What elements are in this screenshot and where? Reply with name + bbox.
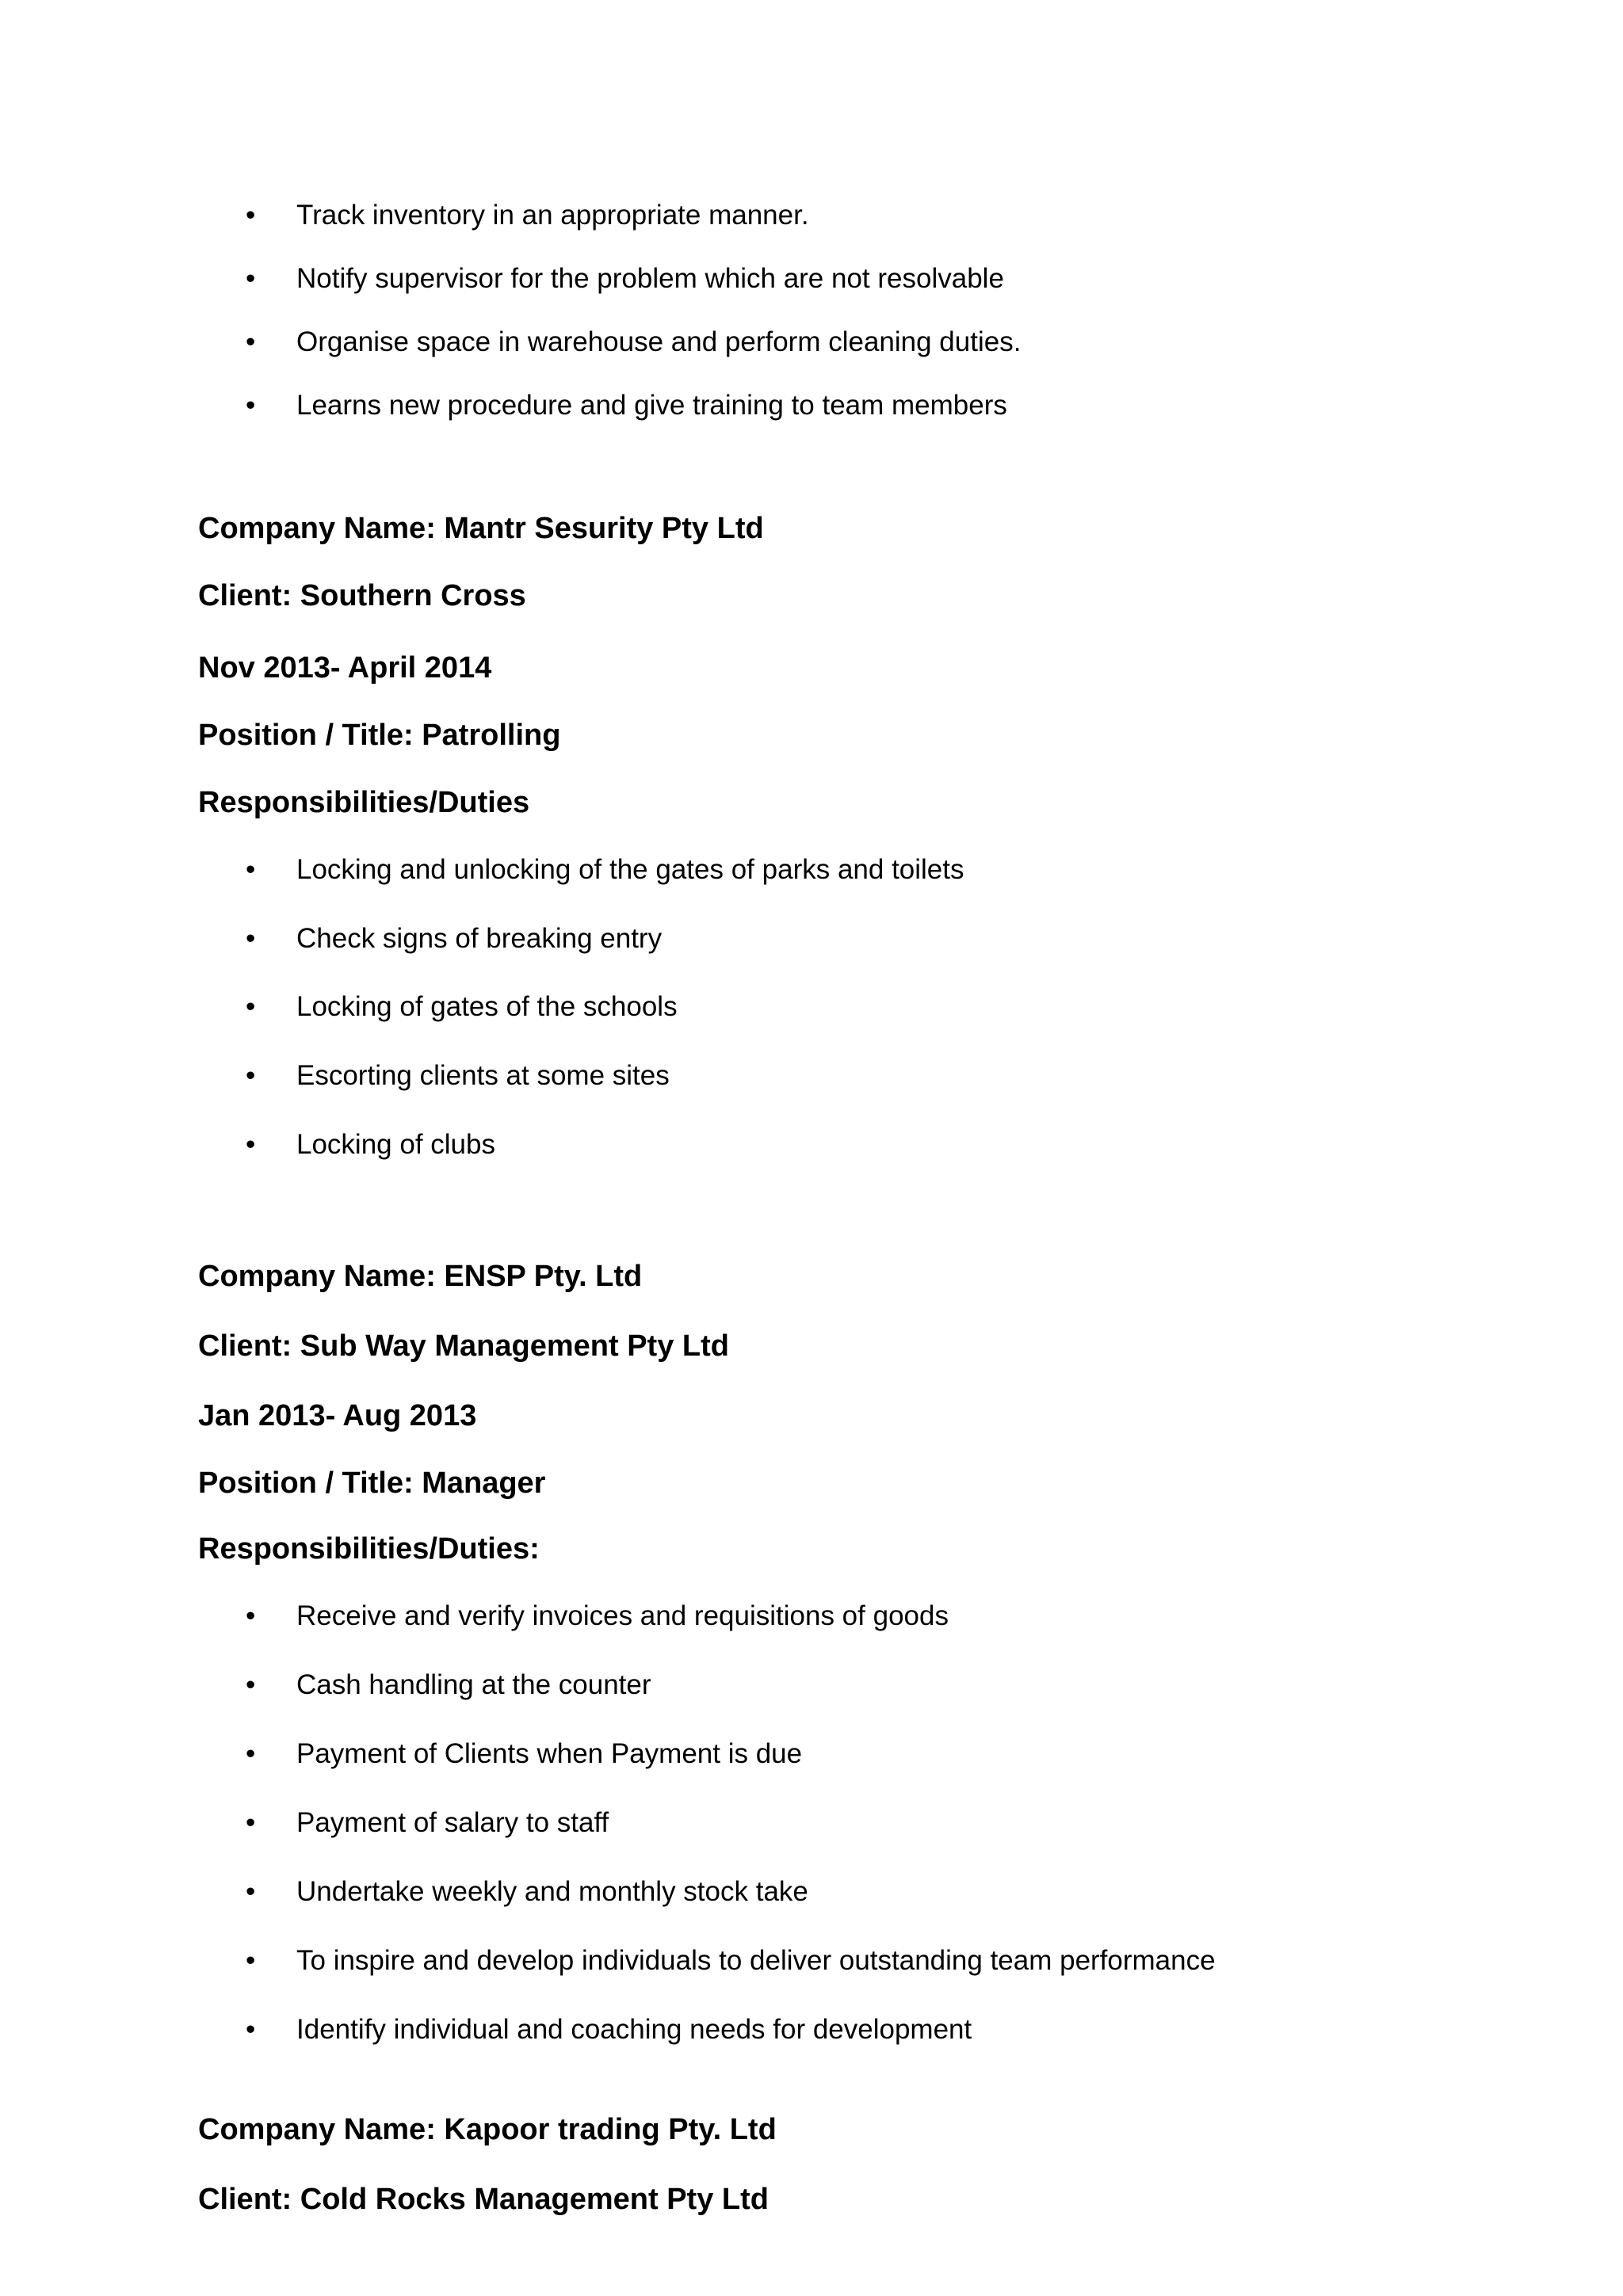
list-item-text: Payment of Clients when Payment is due bbox=[296, 1738, 803, 1769]
list-item-text: Organise space in warehouse and perform cleaning duties. bbox=[296, 326, 1022, 357]
client-heading: Client: Sub Way Management Pty Ltd bbox=[198, 1329, 729, 1363]
bullet-icon: • bbox=[246, 2014, 256, 2045]
list-item-text: Undertake weekly and monthly stock take bbox=[296, 1876, 808, 1907]
list-item-text: Locking of clubs bbox=[296, 1129, 495, 1160]
bullet-icon: • bbox=[246, 1129, 256, 1160]
client-heading: Client: Cold Rocks Management Pty Ltd bbox=[198, 2183, 769, 2216]
list-item-text: Locking and unlocking of the gates of parks and toilets bbox=[296, 854, 964, 885]
bullet-icon: • bbox=[246, 1669, 256, 1700]
list-item-text: Track inventory in an appropriate manner. bbox=[296, 200, 809, 231]
bullet-icon: • bbox=[246, 1876, 256, 1907]
list-item-text: Escorting clients at some sites bbox=[296, 1060, 670, 1091]
list-item-text: Payment of salary to staff bbox=[296, 1807, 609, 1838]
bullet-icon: • bbox=[246, 1807, 256, 1838]
bullet-icon: • bbox=[246, 263, 256, 294]
bullet-icon: • bbox=[246, 1600, 256, 1631]
list-item-text: Receive and verify invoices and requisitions of goods bbox=[296, 1600, 949, 1631]
bullet-icon: • bbox=[246, 200, 256, 231]
position-heading: Position / Title: Manager bbox=[198, 1466, 546, 1500]
duties-heading: Responsibilities/Duties bbox=[198, 786, 530, 819]
list-item-text: Notify supervisor for the problem which are not resolvable bbox=[296, 263, 1004, 294]
position-heading: Position / Title: Patrolling bbox=[198, 719, 561, 752]
client-heading: Client: Southern Cross bbox=[198, 579, 526, 612]
list-item-text: Learns new procedure and give training to team members bbox=[296, 390, 1007, 421]
company-name-heading: Company Name: Mantr Sesurity Pty Ltd bbox=[198, 512, 764, 545]
duties-heading: Responsibilities/Duties: bbox=[198, 1532, 540, 1566]
dates-heading: Jan 2013- Aug 2013 bbox=[198, 1399, 477, 1432]
bullet-icon: • bbox=[246, 1945, 256, 1976]
list-item-text: Cash handling at the counter bbox=[296, 1669, 651, 1700]
bullet-icon: • bbox=[246, 991, 256, 1022]
bullet-icon: • bbox=[246, 326, 256, 357]
bullet-icon: • bbox=[246, 923, 256, 954]
list-item-text: Identify individual and coaching needs for development bbox=[296, 2014, 972, 2045]
list-item-text: To inspire and develop individuals to deliver outstanding team performance bbox=[296, 1945, 1216, 1976]
bullet-icon: • bbox=[246, 1060, 256, 1091]
dates-heading: Nov 2013- April 2014 bbox=[198, 651, 492, 685]
company-name-heading: Company Name: ENSP Pty. Ltd bbox=[198, 1260, 643, 1293]
company-name-heading: Company Name: Kapoor trading Pty. Ltd bbox=[198, 2113, 777, 2146]
bullet-icon: • bbox=[246, 1738, 256, 1769]
list-item-text: Locking of gates of the schools bbox=[296, 991, 678, 1022]
list-item-text: Check signs of breaking entry bbox=[296, 923, 663, 954]
bullet-icon: • bbox=[246, 390, 256, 421]
bullet-icon: • bbox=[246, 854, 256, 885]
